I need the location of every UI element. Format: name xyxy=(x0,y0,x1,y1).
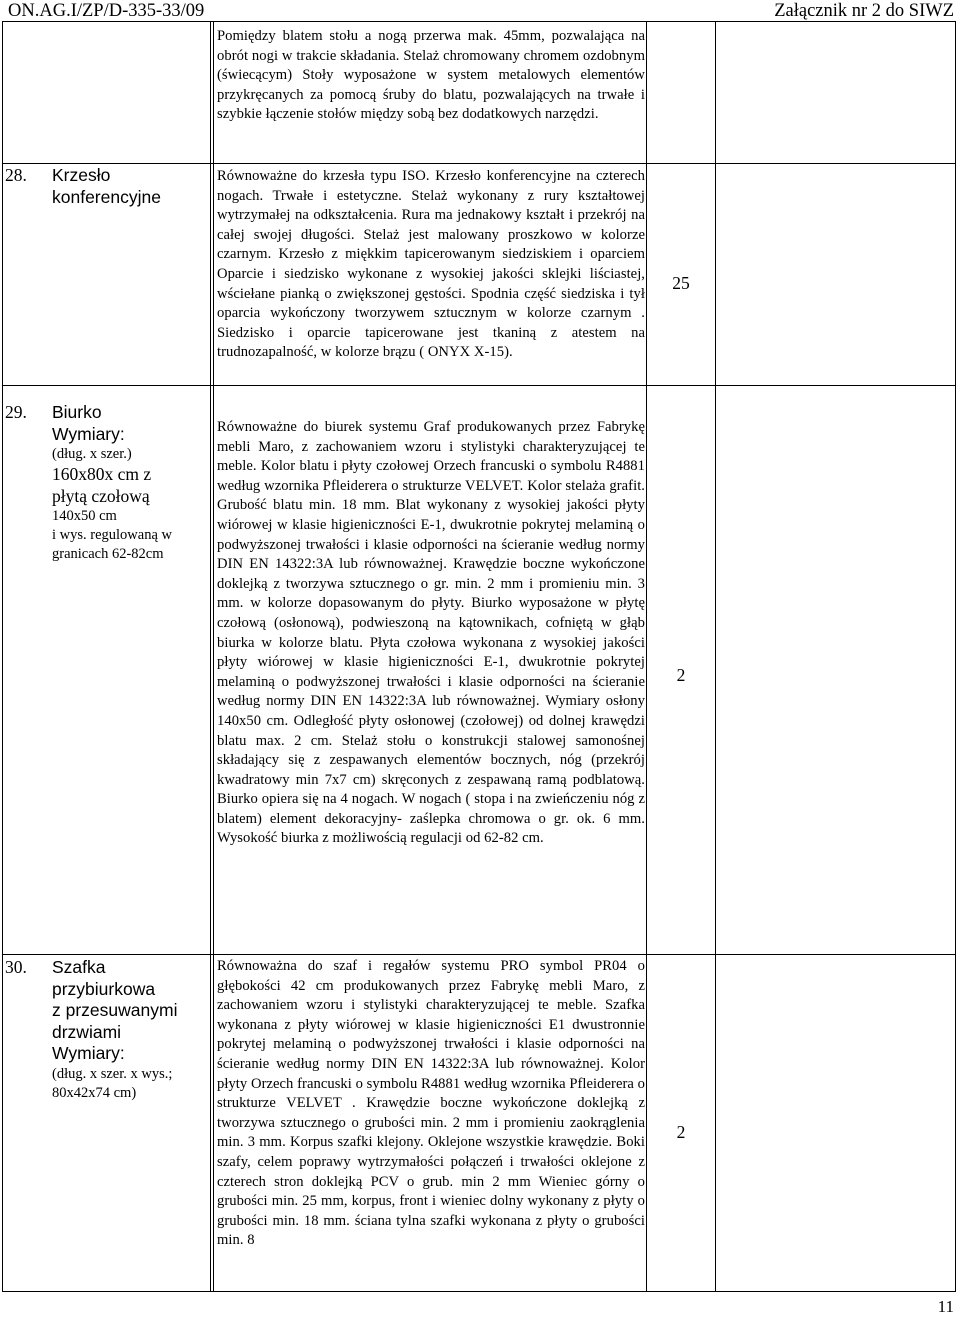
item-description: Równoważne do biurek systemu Graf produkowanych przez Fabrykę mebli Maro, z zachowaniem wzoru i stylistyki charakteryzującej te meble. Kolor blatu i płyty czołowej Orzech francuski o symbolu R4881 według wzornika Pfleiderera o strukturze VELVET. Kolor stelaża grafit. Grubość blatu min. 18 mm. Blat wykonany z wysokiej jakości płyty wiórowej w klasie higieniczności E-1, dwukrotnie pokrytej melaminą o podwyższonej trwałości i klasie odporności na ścieranie według normy DIN EN 14322:3A lub równoważnej. Krawędzie boczne wykończone doklejką z tworzywa sztucznego o gr. min. 2 mm i promieniu min. 3 mm. w kolorze dopasowanym do płyty. Biurko wyposażone w płytę czołową (osłonową), podwieszoną na kątownikach, cofniętą w głąb biurka w kolorze blatu. Płyta czołowa wykonana z wysokiej jakości płyty wiórowej w klasie higieniczności E-1, dwukrotnie pokrytej melaminą o podwyższonej trwałości i klasie odporności na ścieranie według normy DIN EN 14322:3A lub równoważnej. Wymiary osłony 140x50 cm. Odległość płyty osłonowej (czołowej) od dolnej krawędzi blatu max. 2 cm. Stelaż stołu o konstrukcji stalowej samonośnej składający się z zespawanych elementów bocznych, nóg (przekrój kwadratowy min 7x7 cm) skręconych z zespawaną ramą podblatową. Biurko opiera się na 4 nogach. W nogach ( stopa i na zwieńczeniu nóg z blatem) element dekoracyjny- zaślepka chromowa o gr. ok. 6 mm. Wysokość biurka z możliwością regulacji od 62-82 cm. xyxy=(217,419,645,847)
item-quantity: 25 xyxy=(672,273,690,293)
table-row xyxy=(217,27,645,125)
item-name-line: Wymiary: xyxy=(52,1043,125,1063)
item-name-line: i wys. regulowaną w xyxy=(52,527,173,543)
item-name-cell xyxy=(3,957,208,1287)
quantity-cell xyxy=(648,665,714,686)
item-name-line: drzwiami xyxy=(52,1021,122,1042)
item-name-line: Krzesło xyxy=(52,165,111,185)
row-divider xyxy=(3,954,955,955)
item-name-cell xyxy=(3,165,208,385)
item-description: Równoważna do szaf i regałów systemu PRO symbol PR04 o głębokości 42 cm produkowanych przez Fabrykę mebli Maro, z zachowaniem wzoru i stylistyki charakteryzującej te meble. Szafka wykonana z płyty wiórowej w klasie higieniczności E1 dwustronnie pokrytej melaminą o podwyższonej trwałości i klasie odporności na ścieranie według normy DIN EN 14322:3A lub równoważnej. Kolor płyty Orzech francuski o symbolu R4881 według wzornika Pfleiderera o strukturze VELVET . Krawędzie boczne wykończone doklejką z tworzywa sztucznego o grubości min. 2 mm i promieniu zaokrąglenia min. 3 mm. Korpus szafki klejony. Oklejone wszystkie krawędzie. Boki szafy, celem poprawy wytrzymałości połączeń i trwałości oklejone z czterech stron doklejką PCV o grub. min 2 mm Wieniec górny o grubości min. 25 mm, korpus, front i wieniec dolny wykonany z płyty o grubości min. 18 mm. ściana tylna szafki wykonana z płyty o grubości min. 8 xyxy=(217,958,645,1249)
row-divider xyxy=(3,385,955,386)
column-divider xyxy=(646,22,647,1291)
column-divider xyxy=(210,22,211,1291)
item-quantity: 2 xyxy=(676,1122,686,1142)
item-description: Pomiędzy blatem stołu a nogą przerwa mak. 45mm, pozwalająca na obrót nogi w trakcie składania. Stelaż chromowany chromem ozdobnym (świecącym) Stoły wyposażone w system metalowych elementów przykręcanych za pomocą śruby do blatu, pozwalających na trwałe i szybkie łączenie stołów między sobą bez dodatkowych narzędzi. xyxy=(217,28,645,123)
column-divider xyxy=(213,22,214,1291)
page-header xyxy=(0,0,960,22)
item-name-line: Biurko xyxy=(52,402,102,422)
document-reference: ON.AG.I/ZP/D-335-33/09 xyxy=(8,1,205,21)
item-name-cell xyxy=(3,402,208,952)
item-description: Równoważne do krzesła typu ISO. Krzesło konferencyjne na czterech nogach. Trwałe i estetyczne. Stelaż wykonany z rury kształtowej wytrzymałej na odkształcenia. Rura ma jednakowy kształt i przekrój na całej swojej długości. Stelaż jest malowany proszkowo w kolorze czarnym. Krzesło z miękkim tapicerowanym siedziskiem i oparciem Oparcie i siedzisko wykonane z wysokiej jakości sklejki liściastej, wściełane pianką o zwiększonej gęstości. Spodnia część siedziska i tył oparcia wykończony tworzywem sztucznym w kolorze czarnym . Siedzisko i oparcie tapicerowane jest tkaniną z atestem na trudnozapalność, w kolorze brązu ( ONYX X-15). xyxy=(217,168,645,361)
item-name-line: 80x42x74 cm) xyxy=(52,1084,137,1101)
table-row xyxy=(217,418,645,849)
item-name-line: Szafka xyxy=(52,957,106,977)
quantity-cell xyxy=(648,273,714,294)
attachment-label: Załącznik nr 2 do SIWZ xyxy=(774,1,954,21)
item-name-line: granicach 62-82cm xyxy=(52,546,164,562)
item-name-line: 140x50 cm xyxy=(52,508,117,524)
item-name-line: 160x80x cm z xyxy=(52,464,152,484)
item-number: 29. xyxy=(5,402,27,422)
item-quantity: 2 xyxy=(676,665,686,685)
table-row xyxy=(217,957,645,1251)
item-name-line: (dług. x szer.) xyxy=(52,446,132,462)
row-divider xyxy=(3,163,955,164)
table-row xyxy=(217,167,645,363)
item-name-line: przybiurkowa xyxy=(52,978,156,999)
quantity-cell xyxy=(648,1122,714,1143)
specification-table xyxy=(2,21,956,1292)
item-number: 28. xyxy=(5,165,27,185)
item-name-line: z przesuwanymi xyxy=(52,1000,178,1020)
page-number: 11 xyxy=(937,1297,954,1316)
item-name-line: Wymiary: xyxy=(52,423,125,444)
item-name-line: płytą czołową xyxy=(52,485,150,506)
item-name-line: konferencyjne xyxy=(52,186,161,207)
item-name-line: (dług. x szer. x wys.; xyxy=(52,1065,173,1082)
item-number: 30. xyxy=(5,957,27,977)
column-divider xyxy=(715,22,716,1291)
